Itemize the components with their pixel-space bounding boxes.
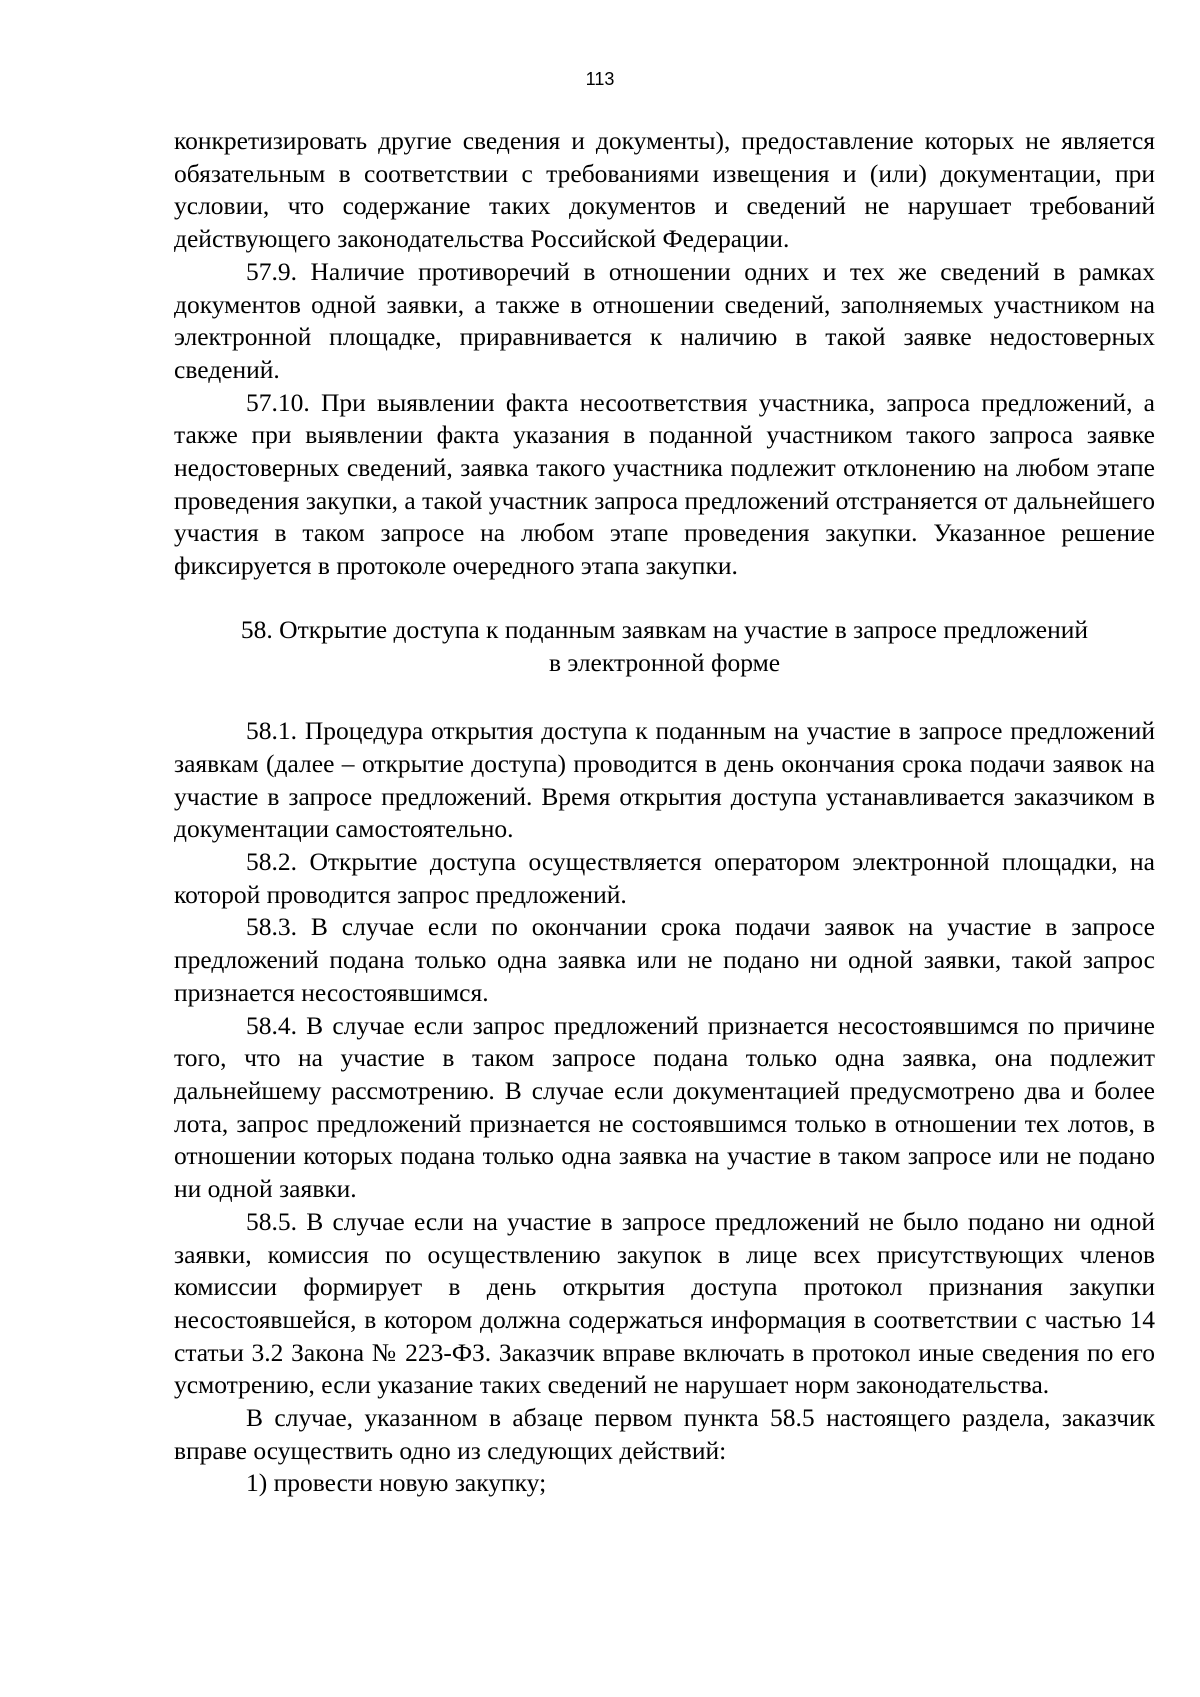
paragraph-58-1: 58.1. Процедура открытия доступа к поданным на участие в запросе предложений заявкам (далее – открытие доступа) проводится в день окончания срока подачи заявок на участие в запросе предложений. Время открытия доступа устанавливается заказчиком в документации самостоятельно. xyxy=(174,716,1155,844)
paragraph-58-2: 58.2. Открытие доступа осуществляется оператором электронной площадки, на которой проводится запрос предложений. xyxy=(174,847,1155,909)
list-item-new-procurement: 1) провести новую закупку; xyxy=(246,1468,547,1498)
paragraph-58-5: 58.5. В случае если на участие в запросе предложений не было подано ни одной заявки, комиссия по осуществлению закупок в лице всех присутствующих членов комиссии формирует в день открытия доступа протокол признания закупки несостоявшейся, в котором должна содержаться информация в соответствии с частью 14 статьи 3.2 Закона № 223-ФЗ. Заказчик вправе включать в протокол иные сведения по его усмотрению, если указание таких сведений не нарушает норм законодательства. xyxy=(174,1206,1155,1400)
paragraph-58-3: 58.3. В случае если по окончании срока подачи заявок на участие в запросе предложений подана только одна заявка или не подано ни одной заявки, такой запрос признается несостоявшимся. xyxy=(174,912,1155,1007)
page-number: 113 xyxy=(585,69,615,89)
paragraph-continuation: конкретизировать другие сведения и документы), предоставление которых не является обязательным в соответствии с требованиями извещения и (или) документации, при условии, что содержание таких документов и сведений не нарушает требований действующего законодательства Российской Федерации. xyxy=(174,126,1155,254)
document-body xyxy=(174,125,1155,1500)
section-heading-line-2: в электронной форме xyxy=(548,647,781,677)
paragraph-57-10: 57.10. При выявлении факта несоответствия участника, запроса предложений, а также при выявлении факта указания в поданной участником такого запроса заявке недостоверных сведений, заявка такого участника подлежит отклонению на любом этапе проведения закупки, а такой участник запроса предложений отстраняется от дальнейшего участия в таком запросе на любом этапе проведения закупки. Указанное решение фиксируется в протоколе очередного этапа закупки. xyxy=(174,387,1155,581)
paragraph-57-9: 57.9. Наличие противоречий в отношении одних и тех же сведений в рамках документов одной заявки, а также в отношении сведений, заполняемых участником на электронной площадке, приравнивается к наличию в такой заявке недостоверных сведений. xyxy=(174,256,1155,384)
section-heading-58 xyxy=(174,614,1155,679)
paragraph-58-5-options-intro: В случае, указанном в абзаце первом пункта 58.5 настоящего раздела, заказчик вправе осуществить одно из следующих действий: xyxy=(174,1403,1155,1465)
paragraph-58-4: 58.4. В случае если запрос предложений признается несостоявшимся по причине того, что на участие в таком запросе подана только одна заявка, она подлежит дальнейшему рассмотрению. В случае если документацией предусмотрено два и более лота, запрос предложений признается не состоявшимся только в отношении тех лотов, в отношении которых подана только одна заявка на участие в таком запросе или не подано ни одной заявки. xyxy=(174,1010,1155,1204)
section-heading-line-1: 58. Открытие доступа к поданным заявкам на участие в запросе предложений xyxy=(240,614,1089,644)
